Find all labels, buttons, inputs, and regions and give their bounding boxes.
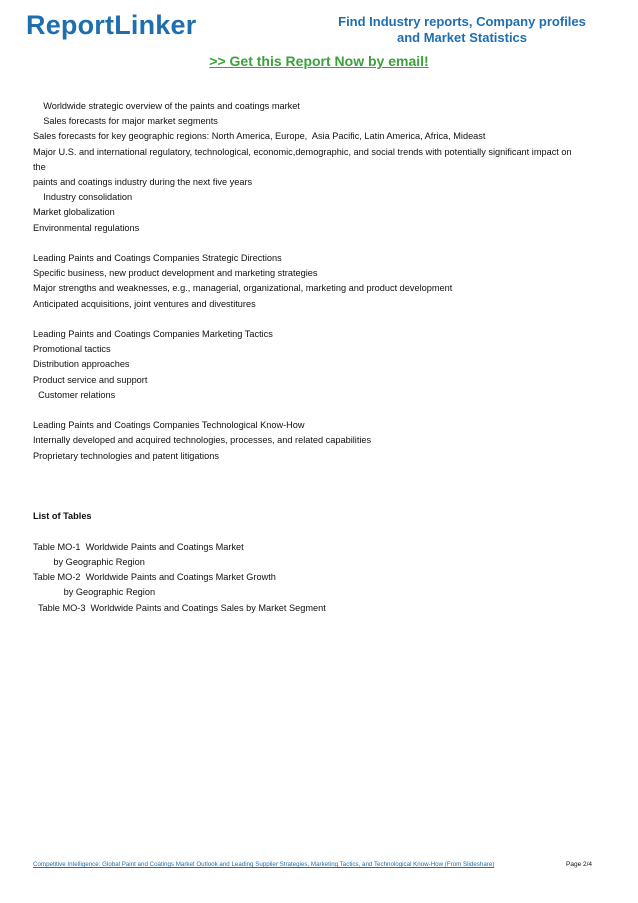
content-line: Major strengths and weaknesses, e.g., managerial, organizational, marketing and product development [33,283,453,294]
content-line: Proprietary technologies and patent litigations [33,450,219,461]
content-line: Market globalization [33,207,115,218]
content-line: Sales forecasts for major market segments [33,116,218,127]
content-line: Leading Paints and Coatings Companies Marketing Tactics [33,329,273,340]
content-line: Worldwide strategic overview of the paints and coatings market [33,101,300,111]
content-line: paints and coatings industry during the next five years [33,177,253,188]
content-line: Internally developed and acquired technologies, processes, and related capabilities [33,435,372,446]
content-line: Anticipated acquisitions, joint ventures and divestitures [33,298,256,309]
report-content [33,99,608,616]
content-line [33,525,608,540]
get-report-link[interactable]: >> Get this Report Now by email! [209,53,429,69]
content-line [33,464,608,479]
footer-source-link[interactable]: Competitive Intelligence: Global Paint and Coatings Market Outlook and Leading Supplier Strategies, Marketing Tactics, and Technological Know-How (From Slideshare) [33,861,495,868]
content-line: Promotional tactics [33,344,111,355]
content-line: Table MO-1 Worldwide Paints and Coatings Market [33,541,244,552]
content-line: Distribution approaches [33,359,130,370]
content-line: Customer relations [33,389,116,400]
content-line: Table MO-3 Worldwide Paints and Coatings Sales by Market Segment [33,602,326,613]
content-line: Specific business, new product development and marketing strategies [33,268,318,279]
content-line: Table MO-2 Worldwide Paints and Coatings Market Growth [33,572,276,583]
content-line [33,403,608,418]
content-line: Industry consolidation [33,192,133,203]
content-line: Leading Paints and Coatings Companies Strategic Directions [33,253,282,264]
content-line: Major U.S. and international regulatory, technological, economic,demographic, and social trends with potentially significant impact on [33,146,572,157]
content-line: Product service and support [33,374,148,385]
get-report-cta [0,53,638,71]
content-line: by Geographic Region [33,587,156,598]
tagline-line-1: Find Industry reports, Company profiles [338,14,586,29]
tagline-line-2: and Market Statistics [396,30,528,45]
content-line [33,494,608,509]
header-tagline [320,14,604,46]
content-line: Leading Paints and Coatings Companies Technological Know-How [33,420,305,431]
reportlinker-logo[interactable]: ReportLinker [26,10,197,40]
content-line [33,312,608,327]
content-line: Sales forecasts for key geographic regions: North America, Europe, Asia Pacific, Latin America, Africa, Mideast [33,131,486,142]
section-heading: List of Tables [33,511,92,522]
content-line [33,479,608,494]
footer-source [33,861,598,869]
content-line: Environmental regulations [33,222,140,233]
content-line: the [33,161,46,172]
content-line: by Geographic Region [33,556,145,567]
content-line [33,236,608,251]
page-number: Page 2/4 [566,861,593,868]
